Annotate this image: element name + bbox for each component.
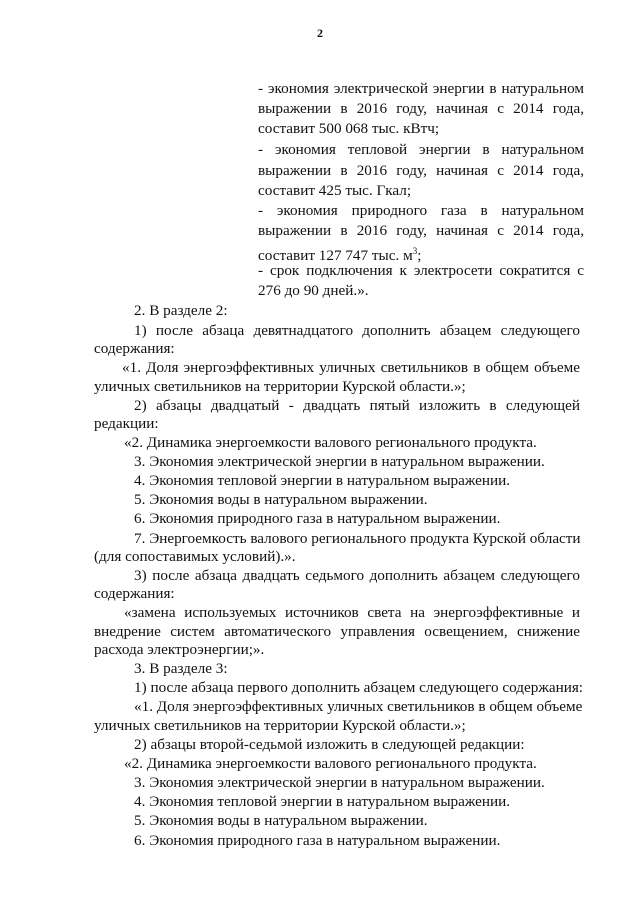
- body-line-17: «замена используемых источников света на энергоэффективные и: [124, 604, 580, 621]
- quote-line-1: - экономия электрической энергии в натуральном: [258, 80, 584, 97]
- quote-line-5: выражении в 2016 году, начиная с 2014 года,: [258, 162, 584, 179]
- body-line-6: 2) абзацы двадцатый - двадцать пятый изложить в следующей: [134, 397, 580, 414]
- quote-line-7: - экономия природного газа в натуральном: [258, 202, 584, 219]
- body-line-25: «2. Динамика энергоемкости валового регионального продукта.: [124, 755, 537, 772]
- semicolon: ;: [417, 247, 422, 264]
- body-line-28: 5. Экономия воды в натуральном выражении.: [134, 812, 428, 829]
- quote-line-8: выражении в 2016 году, начиная с 2014 года,: [258, 222, 584, 239]
- cubic-superscript: 3: [412, 246, 418, 256]
- quote-line-6: составит 425 тыс. Гкал;: [258, 182, 412, 199]
- body-line-9: 3. Экономия электрической энергии в натуральном выражении.: [134, 453, 545, 470]
- body-line-3: содержания:: [94, 340, 175, 357]
- body-line-27: 4. Экономия тепловой энергии в натуральном выражении.: [134, 793, 511, 810]
- page-number: 2: [317, 26, 323, 40]
- body-line-13: 7. Энергоемкость валового регионального продукта Курской области: [134, 530, 581, 547]
- body-line-8: «2. Динамика энергоемкости валового регионального продукта.: [124, 434, 537, 451]
- body-line-5: уличных светильников на территории Курской области.»;: [94, 378, 466, 395]
- body-line-26: 3. Экономия электрической энергии в натуральном выражении.: [134, 774, 545, 791]
- body-line-18: внедрение систем автоматического управления освещением, снижение: [94, 623, 580, 640]
- quote-line-11: 276 до 90 дней.».: [258, 282, 369, 299]
- body-line-15: 3) после абзаца двадцать седьмого дополнить абзацем следующего: [134, 567, 580, 584]
- body-line-10: 4. Экономия тепловой энергии в натуральном выражении.: [134, 472, 511, 489]
- body-line-12: 6. Экономия природного газа в натуральном выражении.: [134, 510, 501, 527]
- body-line-19: расхода электроэнергии;».: [94, 641, 265, 658]
- volume-text: составит 127 747 тыс. м: [258, 247, 413, 264]
- quote-line-10: - срок подключения к электросети сократится с: [258, 262, 584, 279]
- body-line-14: (для сопоставимых условий).».: [94, 548, 296, 565]
- body-line-22: «1. Доля энергоэффективных уличных светильников в общем объеме: [134, 698, 583, 715]
- body-line-20: 3. В разделе 3:: [134, 660, 228, 677]
- body-line-7: редакции:: [94, 415, 159, 432]
- body-line-11: 5. Экономия воды в натуральном выражении.: [134, 491, 428, 508]
- quote-line-4: - экономия тепловой энергии в натуральном: [258, 141, 584, 158]
- body-line-21: 1) после абзаца первого дополнить абзацем следующего содержания:: [134, 679, 584, 696]
- body-line-4: «1. Доля энергоэффективных уличных светильников в общем объеме: [122, 359, 580, 376]
- quote-line-3: составит 500 068 тыс. кВтч;: [258, 120, 440, 137]
- body-line-23: уличных светильников на территории Курской области.»;: [94, 717, 466, 734]
- quote-line-2: выражении в 2016 году, начиная с 2014 года,: [258, 100, 584, 117]
- body-line-1: 2. В разделе 2:: [134, 302, 228, 319]
- body-line-29: 6. Экономия природного газа в натуральном выражении.: [134, 832, 501, 849]
- body-line-16: содержания:: [94, 585, 175, 602]
- body-line-24: 2) абзацы второй-седьмой изложить в следующей редакции:: [134, 736, 525, 753]
- body-line-2: 1) после абзаца девятнадцатого дополнить абзацем следующего: [134, 322, 580, 339]
